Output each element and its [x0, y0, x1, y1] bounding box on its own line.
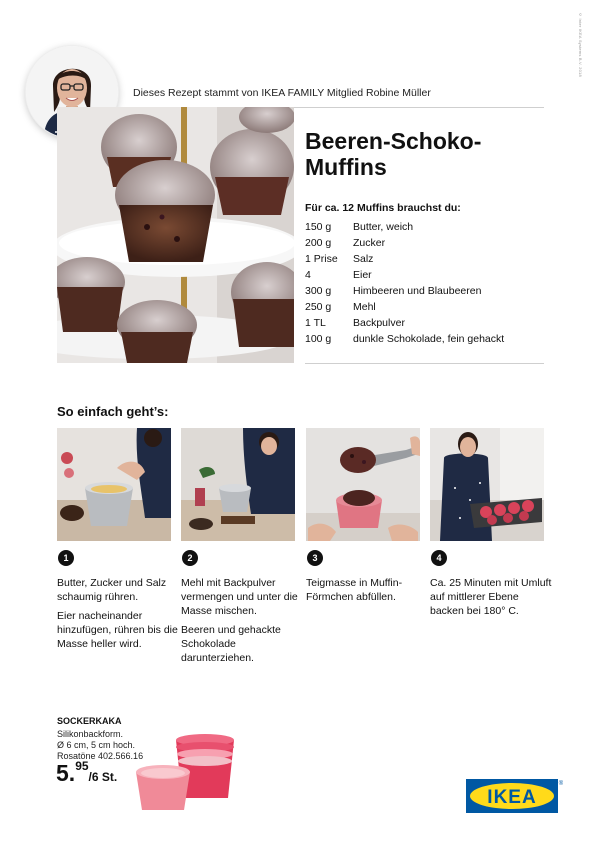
step-2	[181, 428, 298, 664]
ingredient-row	[305, 331, 504, 347]
step-text-para: Beeren und gehackte Schokolade darunterziehen.	[181, 624, 281, 664]
recipe-yield: Für ca. 12 Muffins brauchst du:	[305, 202, 461, 214]
step-text-para: Teigmasse in Muffin-Förmchen abfüllen.	[306, 577, 403, 603]
product-desc-line: Ø 6 cm, 5 cm hoch.	[57, 740, 136, 750]
ingredient-qty: 250 g	[305, 301, 332, 313]
step-3	[306, 428, 420, 603]
steps-heading: So einfach geht’s:	[57, 404, 169, 419]
product-desc-line: Silikonbackform.	[57, 729, 124, 739]
product-price	[56, 759, 117, 787]
registered-mark: ®	[558, 781, 563, 787]
ikea-logo	[466, 779, 563, 814]
ingredient-name: Butter, weich	[353, 221, 414, 233]
copyright-notice: © Inter IKEA Systems B.V. 2018	[578, 12, 583, 77]
step-1	[57, 428, 178, 650]
ingredient-row	[305, 315, 504, 331]
ingredient-row	[305, 267, 504, 283]
product-description	[57, 729, 143, 762]
logo-text: IKEA	[487, 787, 537, 808]
ingredient-name: dunkle Schokolade, fein gehackt	[353, 333, 505, 345]
ingredient-name: Mehl	[353, 301, 376, 313]
step-text-para: Ca. 25 Minuten mit Umluft auf mittlerer Ebene backen bei 180° C.	[430, 577, 552, 617]
ingredient-row	[305, 219, 504, 235]
ingredient-qty: 4	[305, 269, 311, 281]
ingredient-qty: 200 g	[305, 237, 332, 249]
divider	[305, 363, 544, 364]
ingredient-name: Salz	[353, 253, 374, 265]
step-text-para: Butter, Zucker und Salz schaumig rühren.	[57, 577, 167, 603]
ingredient-name: Backpulver	[353, 317, 405, 329]
step-number-badge: 1	[58, 550, 74, 566]
ingredient-qty: 300 g	[305, 285, 332, 297]
ingredient-row	[305, 299, 504, 315]
ingredient-qty: 1 Prise	[305, 253, 338, 265]
hero-muffin-photo	[57, 107, 294, 363]
ingredient-qty: 100 g	[305, 333, 332, 345]
step-4-photo	[430, 428, 544, 541]
ingredient-row	[305, 283, 504, 299]
ingredient-row	[305, 235, 504, 251]
recipe-title: Beeren-Schoko-Muffins	[305, 128, 482, 180]
step-description	[57, 576, 179, 651]
step-description	[430, 576, 552, 618]
price-unit: /6 St.	[88, 770, 118, 784]
step-description	[181, 576, 303, 665]
step-3-photo	[306, 428, 420, 541]
price-cents: 95	[75, 759, 89, 773]
step-1-photo	[57, 428, 171, 541]
intro-text: Dieses Rezept stammt von IKEA FAMILY Mitglied Robine Müller	[133, 87, 431, 99]
ingredient-qty: 1 TL	[305, 317, 326, 329]
ingredient-name: Zucker	[353, 237, 386, 249]
ingredient-name: Eier	[353, 269, 372, 281]
price-main: 5.	[56, 760, 76, 786]
product-silicone-cups-image	[132, 728, 238, 812]
step-description	[306, 576, 428, 604]
step-text-para: Mehl mit Backpulver vermengen und unter die Masse mischen.	[181, 577, 298, 617]
ingredient-row	[305, 251, 504, 267]
ingredient-name: Himbeeren und Blaubeeren	[353, 285, 482, 297]
ingredient-list	[305, 219, 504, 347]
ingredient-qty: 150 g	[305, 221, 332, 233]
step-4	[430, 428, 552, 617]
product-name: SOCKERKAKA	[57, 716, 122, 726]
step-2-photo	[181, 428, 295, 541]
step-number-badge: 3	[307, 550, 323, 566]
step-text-para: Eier nacheinander hinzufügen, rühren bis die Masse heller wird.	[57, 610, 178, 650]
product-desc-line: Rosatöne 402.566.16	[57, 751, 144, 761]
step-number-badge: 2	[182, 550, 198, 566]
step-number-badge: 4	[431, 550, 447, 566]
